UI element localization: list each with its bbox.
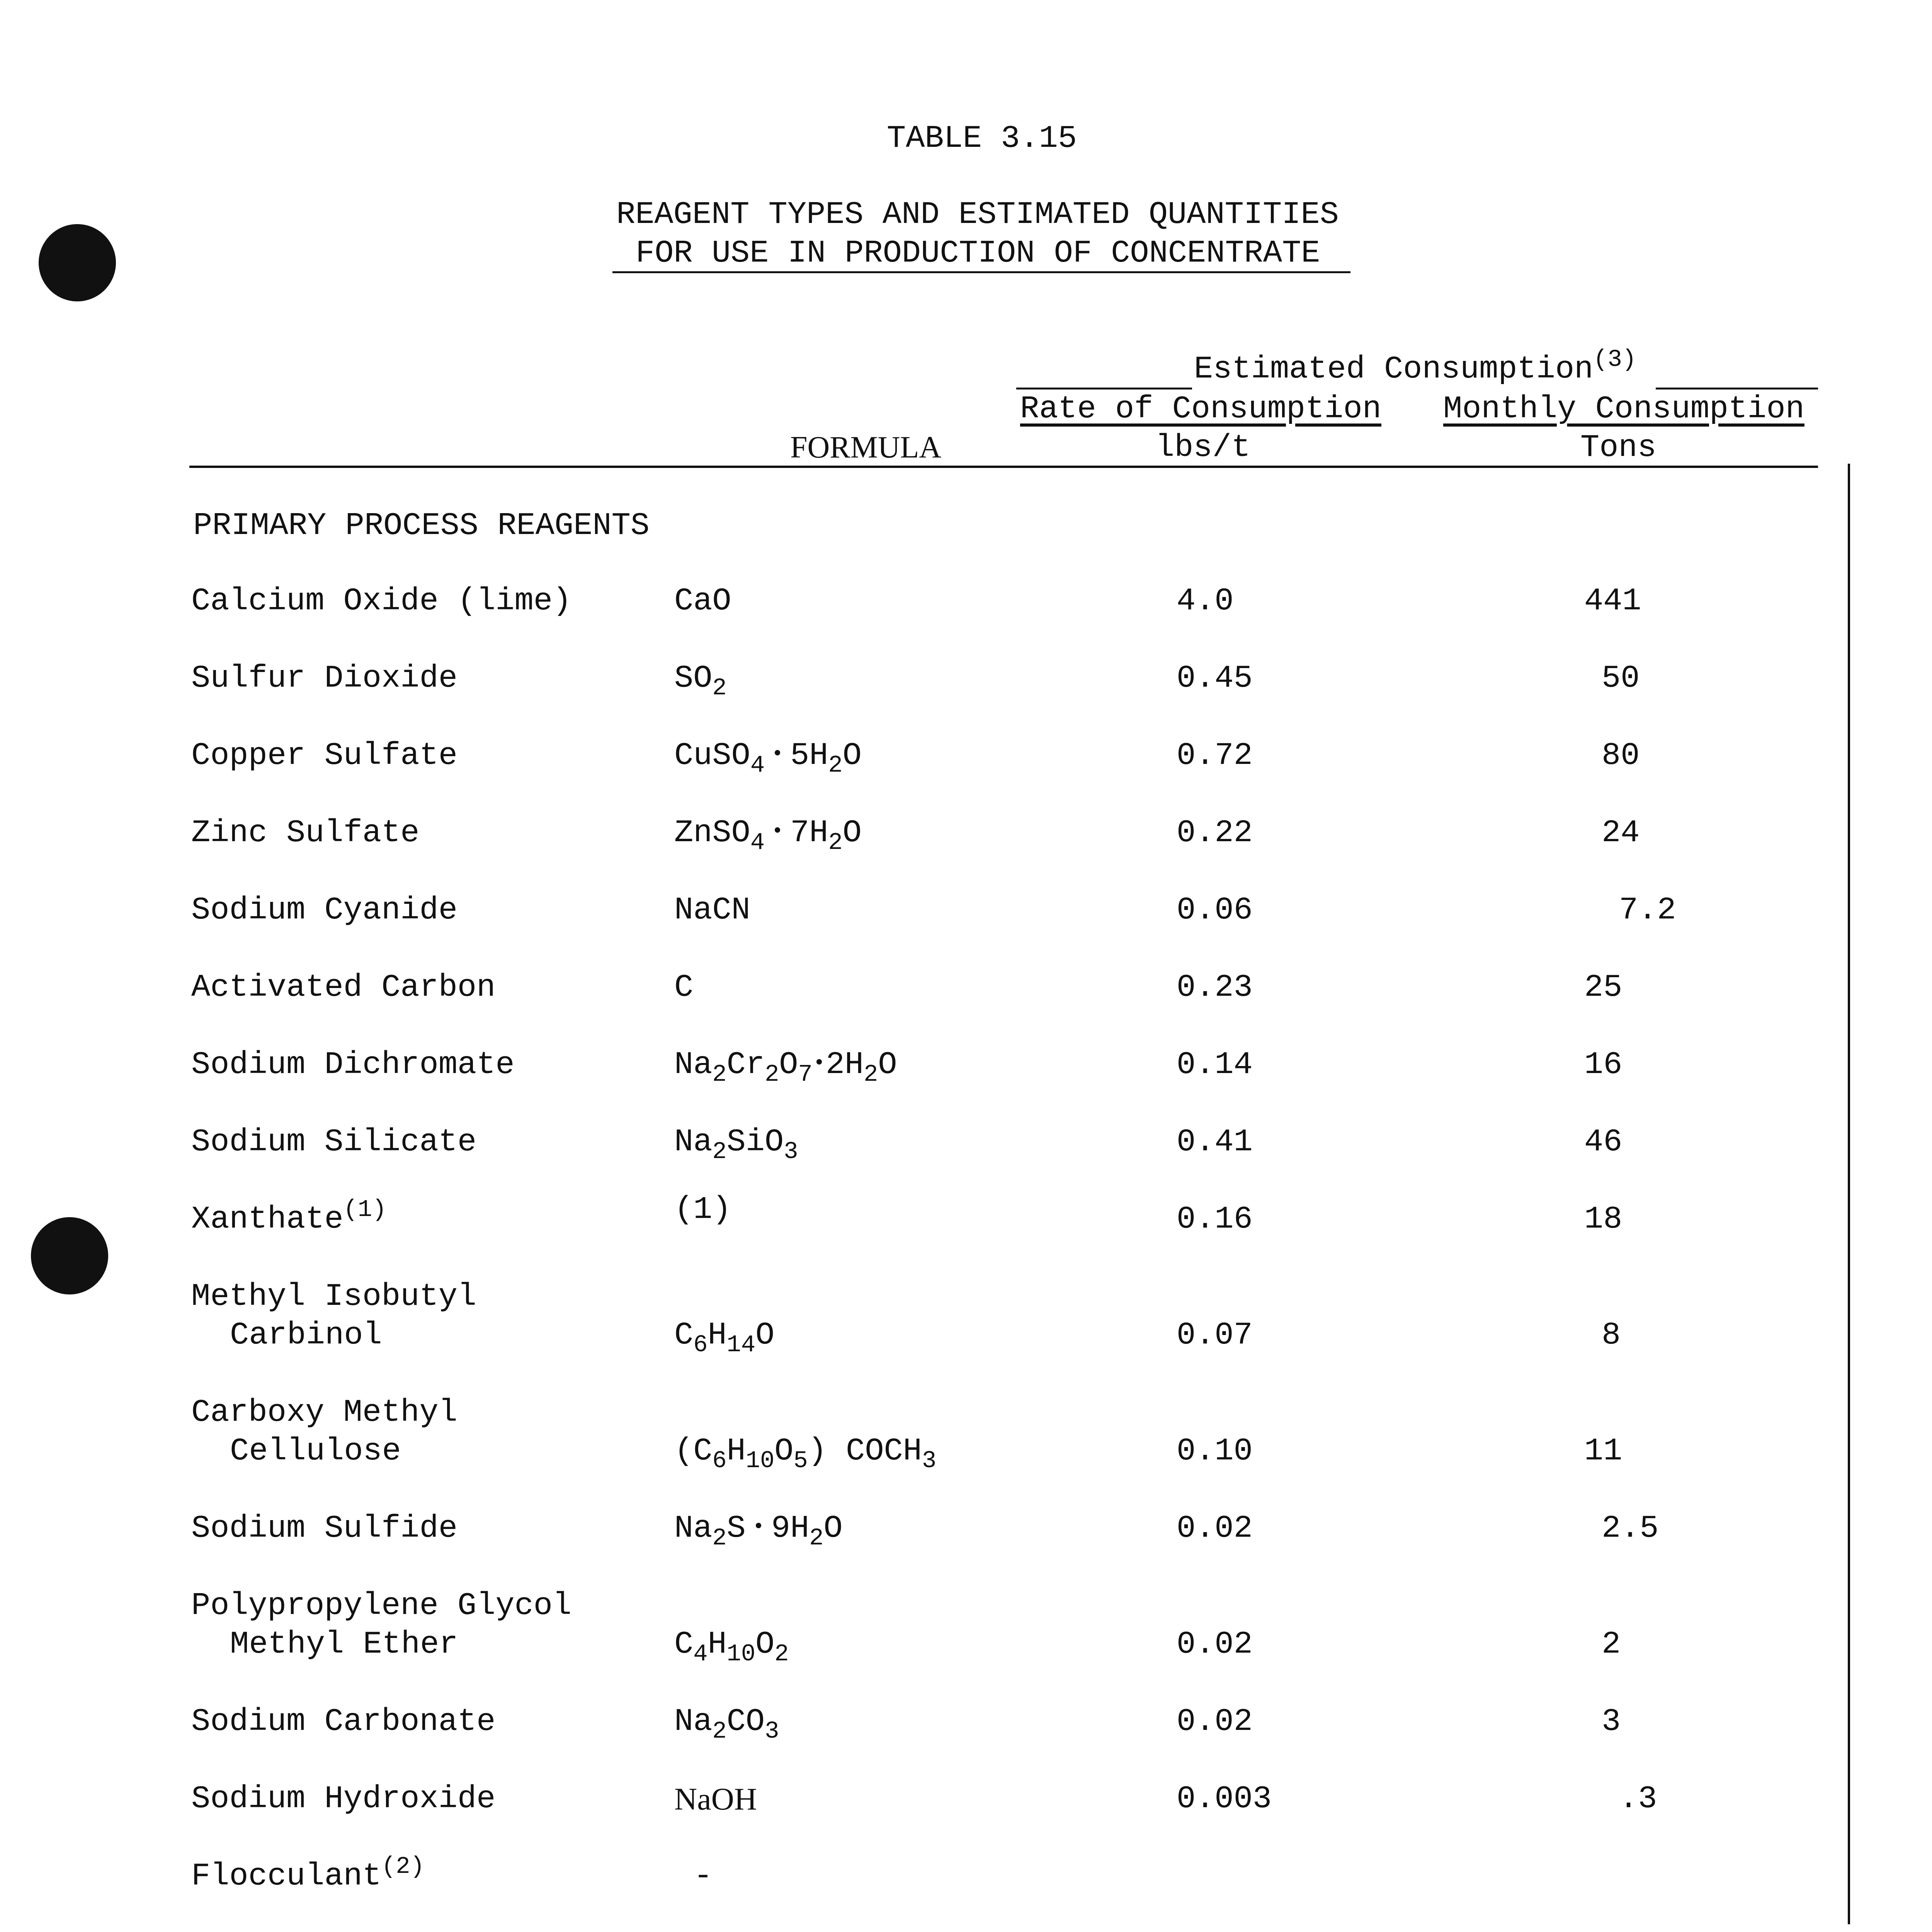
title-underline — [612, 271, 1350, 273]
rate-value: 0.23 — [1177, 969, 1253, 1005]
rate-value: 0.02 — [1177, 1626, 1253, 1662]
reagent-name: Sodium Hydroxide — [191, 1781, 496, 1817]
reagent-formula: $Na_2S$ $9H_2O$ — [674, 1510, 843, 1552]
monthly-value: 46 — [1584, 1124, 1622, 1160]
monthly-value: 2 — [1602, 1626, 1621, 1662]
reagent-name: Xanthate$^{(1)}$ — [191, 1196, 387, 1237]
monthly-header-line1: Monthly Consumption — [1443, 391, 1804, 427]
rate-value: 0.72 — [1177, 738, 1253, 774]
group-header-rule-right — [1656, 388, 1818, 389]
rate-value: 0.10 — [1177, 1433, 1253, 1469]
monthly-value: 50 — [1602, 660, 1640, 696]
rate-value: 0.06 — [1177, 892, 1253, 928]
reagent-name-line1: Methyl Isobutyl — [191, 1279, 477, 1315]
reagent-formula: CuSO$_4$ $5H_2O$ — [674, 738, 862, 779]
reagent-formula: CaO — [674, 583, 731, 619]
monthly-value: 25 — [1584, 969, 1622, 1005]
monthly-value: 8 — [1602, 1317, 1621, 1353]
rate-value: 0.45 — [1177, 660, 1253, 696]
rate-value: 0.14 — [1177, 1047, 1253, 1083]
reagent-name: Sodium Cyanide — [191, 892, 457, 928]
reagent-name-line1: Polypropylene Glycol — [191, 1588, 572, 1624]
reagent-formula: NaCN — [674, 892, 750, 928]
monthly-value: 3 — [1602, 1704, 1621, 1740]
reagent-formula: ZnSO$_4$ $7H_2O$ — [674, 815, 862, 856]
reagent-formula: C — [674, 969, 694, 1005]
binder-hole-top — [39, 224, 116, 301]
monthly-value: 16 — [1584, 1047, 1622, 1083]
group-header-rule-left — [1016, 388, 1192, 389]
rate-value: 0.22 — [1177, 815, 1253, 851]
reagent-formula: $SO_2$ — [674, 660, 727, 702]
reagent-formula: $C_4H_{10}O_2$ — [674, 1626, 789, 1668]
rate-value: 0.02 — [1177, 1704, 1253, 1740]
rate-value: 4.0 — [1177, 583, 1234, 619]
reagent-name: Copper Sulfate — [191, 738, 457, 774]
reagent-name: Calcium Oxide (lime) — [191, 583, 572, 619]
rate-header-line1: Rate of Consumption — [1020, 391, 1381, 427]
reagent-formula: $(C_6H_{10}O_5)$ $COCH_3$ — [674, 1433, 937, 1475]
reagent-name: Sodium Silicate — [191, 1124, 477, 1160]
monthly-header-line2: Tons — [1580, 430, 1656, 466]
reagent-name-line2: Methyl Ether — [230, 1626, 458, 1662]
reagent-name: Flocculant$^{(2)}$ — [191, 1853, 425, 1894]
reagent-name: Sodium Sulfide — [191, 1510, 457, 1546]
table-right-border — [1848, 464, 1850, 1924]
reagent-name: Sulfur Dioxide — [191, 660, 457, 696]
monthly-value: 441 — [1584, 583, 1641, 619]
reagent-formula: (1) — [674, 1192, 731, 1228]
reagent-formula: $Na_2CO_3$ — [674, 1704, 779, 1745]
table-label: TABLE 3.15 — [887, 121, 1077, 156]
reagent-name: Sodium Dichromate — [191, 1047, 515, 1083]
monthly-value: 80 — [1602, 738, 1640, 774]
reagent-name-line2: Cellulose — [230, 1433, 401, 1469]
rate-value: 0.02 — [1177, 1510, 1253, 1546]
rate-value: 0.16 — [1177, 1201, 1253, 1237]
reagent-name: Zinc Sulfate — [191, 815, 420, 851]
table-title-line2: FOR USE IN PRODUCTION OF CONCENTRATE — [636, 235, 1320, 271]
binder-hole-middle — [31, 1217, 108, 1294]
formula-header: FORMULA — [790, 430, 942, 464]
table-title-line1: REAGENT TYPES AND ESTIMATED QUANTITIES — [616, 197, 1339, 233]
monthly-value: 11 — [1584, 1433, 1622, 1469]
reagent-formula: $Na_2Cr_2O_7$ $2H_2O$ — [674, 1047, 897, 1088]
rate-value: 0.41 — [1177, 1124, 1253, 1160]
rate-value: 0.003 — [1177, 1781, 1272, 1817]
monthly-value: .3 — [1619, 1781, 1657, 1817]
estimated-consumption-header: Estimated Consumption$^{(3)}$ — [1194, 346, 1636, 387]
monthly-value: 2.5 — [1602, 1510, 1659, 1546]
reagent-formula: - — [694, 1858, 713, 1894]
reagent-formula: $C_6H_{14}O$ — [674, 1317, 775, 1359]
monthly-value: 24 — [1602, 815, 1640, 851]
monthly-value: 7.2 — [1619, 892, 1676, 928]
reagent-name-line1: Carboxy Methyl — [191, 1395, 457, 1430]
rate-header-line2: lbs/t — [1155, 430, 1251, 466]
monthly-value: 18 — [1584, 1201, 1622, 1237]
reagent-name: Activated Carbon — [191, 969, 496, 1005]
reagent-name-line2: Carbinol — [230, 1317, 382, 1353]
reagent-formula: NaOH — [674, 1781, 757, 1816]
header-bottom-rule — [189, 466, 1818, 468]
section-title: PRIMARY PROCESS REAGENTS — [193, 508, 650, 544]
reagent-name: Sodium Carbonate — [191, 1704, 496, 1740]
rate-value: 0.07 — [1177, 1317, 1253, 1353]
reagent-formula: $Na_2SiO_3$ — [674, 1124, 798, 1165]
